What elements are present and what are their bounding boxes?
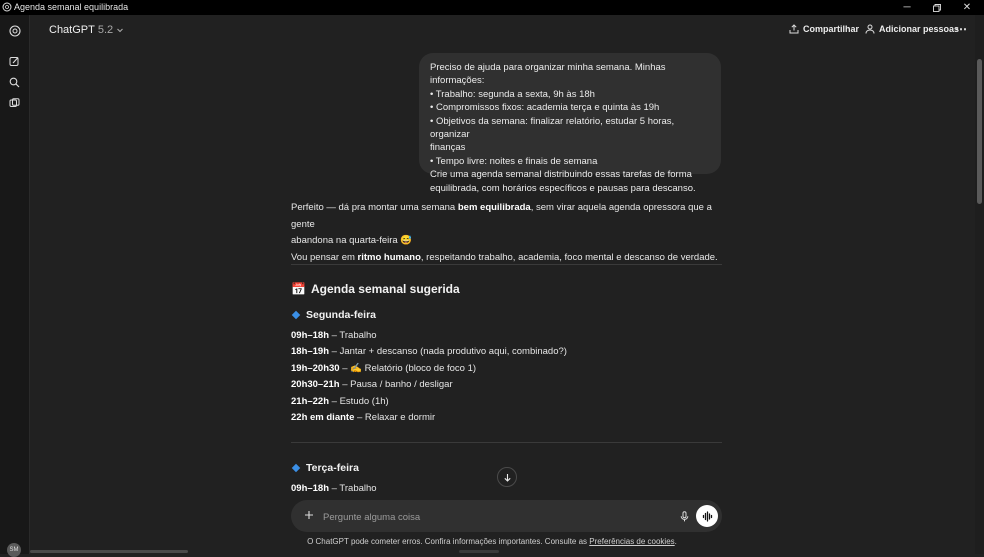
model-version: 5.2 (97, 24, 114, 36)
composer (291, 500, 722, 532)
day-heading-monday (291, 309, 376, 321)
user-message-line: • Tempo livre: noites e finais de semana (430, 155, 598, 167)
model-selector[interactable] (49, 24, 124, 36)
plus-icon (304, 510, 314, 520)
schedule-item (291, 394, 567, 410)
user-message-line: • Compromissos fixos: academia terça e quinta às 19h (430, 102, 660, 114)
add-person-icon (865, 24, 875, 34)
calendar-icon: 📅 (291, 282, 306, 296)
search-icon (9, 77, 20, 88)
cookie-preferences-link[interactable]: Preferências de cookies (589, 537, 675, 546)
share-button[interactable] (789, 24, 859, 34)
intro-bold: ritmo humano (357, 251, 421, 263)
intro-bold: bem equilibrada (457, 202, 531, 213)
schedule-text: – Pausa / banho / desligar (339, 379, 453, 391)
voice-mode-button[interactable] (696, 505, 718, 527)
attach-button[interactable] (302, 508, 316, 522)
horizontal-scrollbar-indicator (459, 550, 499, 553)
schedule-time: 18h–19h (291, 346, 330, 358)
user-message (419, 53, 721, 194)
schedule-item (291, 481, 377, 497)
restore-icon (933, 4, 941, 12)
minimize-icon: ─ (903, 2, 911, 13)
intro-text: Vou pensar em (291, 251, 358, 263)
user-message-line: equilibrada, com horários específicos e pausas para descanso. (430, 182, 696, 194)
schedule-time: 20h30–21h (291, 379, 340, 391)
scroll-to-bottom-button[interactable] (497, 467, 517, 487)
schedule-item (291, 344, 567, 360)
intro-text: , respeitando trabalho, academia, foco mental e descanso de verdade. (420, 251, 718, 263)
add-people-label: Adicionar pessoas (879, 24, 960, 34)
schedule-time: 09h–18h (291, 330, 330, 341)
disclaimer-end: . (674, 537, 677, 546)
share-icon (789, 24, 799, 34)
day-name: Segunda-feira (306, 309, 377, 321)
intro-text: Perfeito — dá pra montar uma semana (291, 202, 458, 213)
search-chats-button[interactable] (8, 76, 21, 89)
library-button[interactable] (8, 97, 21, 110)
more-options-button[interactable] (955, 22, 967, 36)
app-name: ChatGPT (49, 24, 95, 36)
vertical-scrollbar[interactable] (975, 15, 984, 554)
schedule-time: 21h–22h (291, 395, 330, 407)
user-message-line: Preciso de ajuda para organizar minha semana. Minhas informações: (430, 62, 666, 87)
intro-line-1 (291, 200, 731, 233)
section-heading (291, 282, 460, 296)
user-message-line: • Objetivos da semana: finalizar relatório, estudar 5 horas, organizar (430, 115, 675, 141)
schedule-item (291, 361, 567, 377)
horizontal-scrollbar[interactable] (30, 550, 188, 553)
divider (291, 442, 722, 443)
prompt-input[interactable] (321, 508, 655, 526)
close-icon: ✕ (962, 2, 972, 13)
intro-text: , sem virar aquela agenda opressora que a gente (291, 202, 712, 230)
avatar[interactable]: SM (7, 543, 21, 557)
more-icon: ⋯ (955, 22, 967, 36)
schedule-time: 22h em diante (291, 411, 355, 423)
voice-icon (702, 511, 713, 522)
schedule-text: – Relaxar e dormir (354, 411, 436, 423)
new-chat-icon (9, 56, 20, 67)
day-heading-tuesday (291, 462, 359, 474)
window-title: Agenda semanal equilibrada (14, 2, 129, 12)
user-message-line: Crie uma agenda semanal distribuindo essas tarefas de forma (430, 169, 692, 181)
day-name: Terça-feira (306, 462, 359, 474)
section-title: Agenda semanal sugerida (310, 282, 460, 296)
window-titlebar (0, 0, 984, 15)
monday-schedule (291, 328, 567, 426)
new-chat-button[interactable] (8, 55, 21, 68)
schedule-text: – Trabalho (329, 483, 377, 494)
schedule-item (291, 410, 567, 426)
schedule-time: 09h–18h (291, 483, 330, 494)
schedule-time: 19h–20h30 (291, 362, 340, 374)
add-people-button[interactable] (865, 24, 959, 34)
scrollbar-thumb[interactable] (977, 59, 982, 204)
user-message-line: • Trabalho: segunda a sexta, 9h às 18h (430, 88, 595, 100)
diamond-icon (292, 311, 300, 319)
openai-logo-icon (9, 25, 21, 37)
diamond-icon (292, 464, 300, 472)
divider (291, 264, 722, 265)
user-message-line: finanças (430, 142, 466, 154)
disclaimer-text: O ChatGPT pode cometer erros. Confira informações importantes. Consulte as (307, 537, 590, 546)
restore-button[interactable] (922, 0, 952, 15)
openai-logo-button[interactable] (8, 24, 21, 37)
schedule-item (291, 328, 567, 344)
dictate-button[interactable] (677, 509, 691, 523)
tuesday-schedule (291, 481, 377, 497)
schedule-text: – ✍️ Relatório (bloco de foco 1) (339, 362, 477, 374)
close-window-button[interactable] (952, 0, 982, 15)
chevron-down-icon (116, 26, 124, 34)
schedule-text: – Jantar + descanso (nada produtivo aqui, combinado?) (329, 346, 567, 358)
schedule-item (291, 377, 567, 393)
arrow-down-icon (503, 473, 512, 482)
schedule-text: – Estudo (1h) (329, 395, 389, 407)
app-logo-icon (2, 2, 12, 12)
schedule-text: – Trabalho (329, 330, 377, 341)
sidebar (0, 15, 30, 554)
minimize-button[interactable] (892, 0, 922, 15)
library-icon (9, 98, 20, 109)
disclaimer (0, 537, 984, 546)
share-label: Compartilhar (803, 24, 860, 34)
assistant-intro (291, 200, 731, 266)
intro-line-2: abandona na quarta-feira 😅 (291, 235, 413, 247)
mic-icon (680, 511, 689, 522)
